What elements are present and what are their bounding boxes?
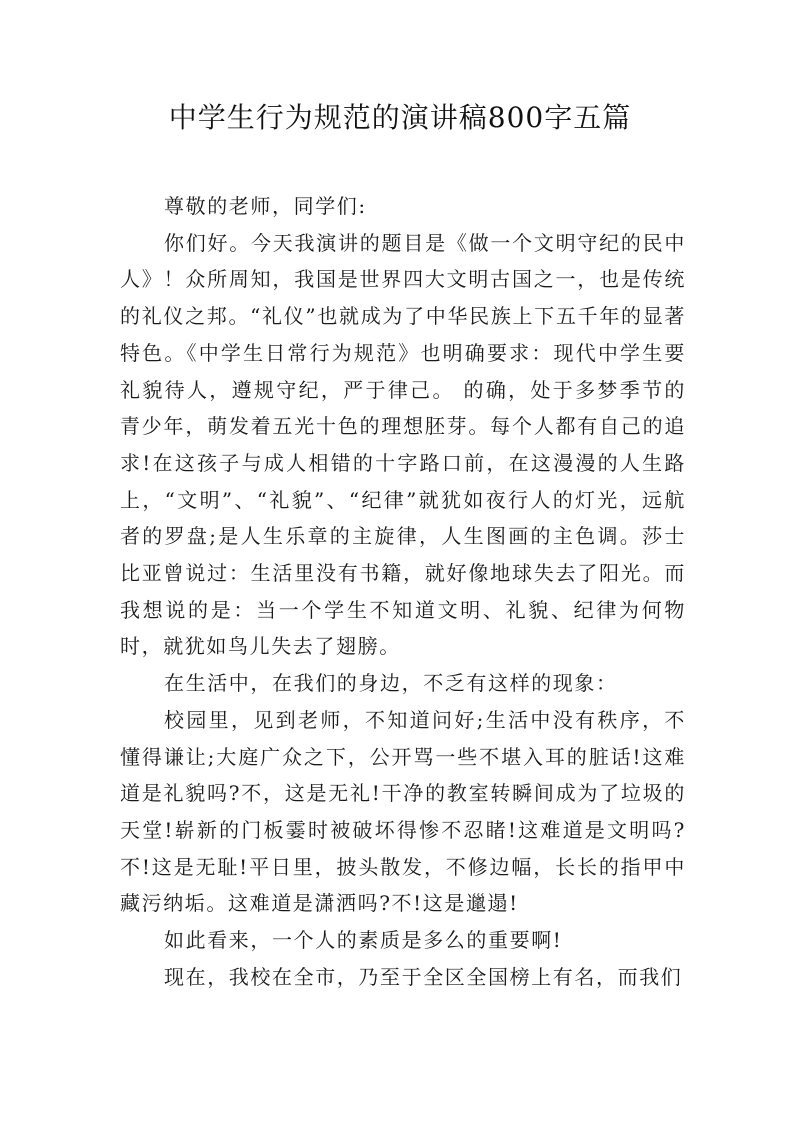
body-paragraph: 如此看来，一个人的素质是多么的重要啊! [164, 928, 563, 953]
body-paragraph: 你们好。今天我演讲的题目是《做一个文明守纪的民中人》！众所周知，我国是世界四大文明古国之一，也是传统的礼仪之邦。“礼仪”也就成为了中华民族上下五千年的显著特色。《中学生日常行为规范》也明确要求：现代中学生要礼貌待人，遵规守纪，严于律己。 的确，处于多梦季节的青少年，萌发着五光十色的理想胚芽。每个人都有自己的追求!在这孩子与成人相错的十字路口前，在这漫漫的人生路上，“文明”、“礼貌”、“纪律”就犹如夜行人的灯光，远航者的罗盘;是人生乐章的主旋律，人生图画的主色调。莎士比亚曾说过：生活里没有书籍，就好像地球失去了阳光。而我想说的是：当一个学生不知道文明、礼貌、纪律为何物时，就犹如鸟儿失去了翅膀。 [120, 230, 686, 659]
document-body [120, 188, 686, 995]
body-paragraph: 现在，我校在全市，乃至于全区全国榜上有名，而我们 [164, 964, 683, 989]
salutation-paragraph: 尊敬的老师，同学们: [164, 194, 367, 218]
document-title: 中学生行为规范的演讲稿800字五篇 [168, 101, 632, 134]
body-paragraph: 在生活中，在我们的身边，不乏有这样的现象： [164, 671, 618, 696]
body-paragraph: 校园里，见到老师，不知道问好;生活中没有秩序，不懂得谦让;大庭广众之下，公开骂一些不堪入耳的脏话!这难道是礼貌吗?不，这是无礼!干净的教室转瞬间成为了垃圾的天堂!崭新的门板霎时被破坏得惨不忍睹!这难道是文明吗?不!这是无耻!平日里，披头散发，不修边幅，长长的指甲中藏污纳垢。这难道是潇洒吗?不!这是邋遢! [120, 707, 686, 916]
